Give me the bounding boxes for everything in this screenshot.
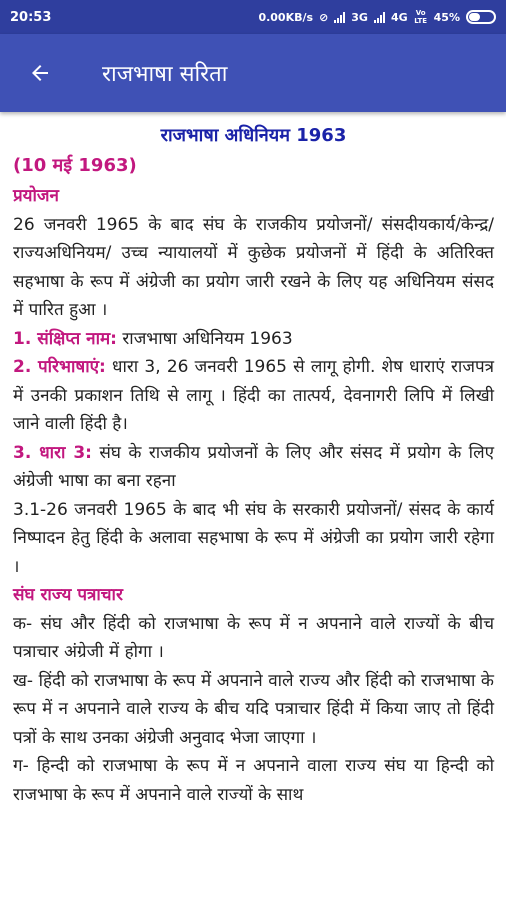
network-type-2: 4G [390, 10, 408, 24]
section-3-text: संघ के राजकीय प्रयोजनों के लिए और संसद में प्रयोग के लिए अंग्रेजी भाषा का बना रहना [13, 442, 494, 491]
section-3 [13, 439, 494, 496]
intro-heading: प्रयोजन [13, 186, 59, 206]
section-2-label: 2. परिभाषाएं: [13, 357, 106, 377]
network-speed: 0.00KB/s [258, 10, 314, 24]
signal-icon [334, 12, 345, 23]
wifi-off-icon: ⊘ [319, 10, 329, 24]
section-3-1: 3.1-26 जनवरी 1965 के बाद भी संघ के सरकारी प्रयोजनों/ संसद के कार्य निष्पादन हेतु हिंदी के अलावा सहभाषा के रूप में अंग्रेजी का प्रयोग जारी रहेगा । [13, 499, 494, 577]
clause-kha: ख- हिंदी को राजभाषा के रूप में अपनाने वाले राज्य और हिंदी को राजभाषा के रूप में न अपनाने वाले राज्य के बीच यदि पत्राचार हिंदी में किया जाए तो हिंदी पत्रों के साथ उनका अंग्रेजी अनुवाद भेजा जाएगा । [13, 670, 494, 748]
document-title: राजभाषा अधिनियम 1963 [160, 125, 347, 146]
intro-paragraph: 26 जनवरी 1965 के बाद संघ के राजकीय प्रयोजनों/ संसदीयकार्य/केन्द्र/राज्यअधिनियम/ उच्च न्यायालयों में कुछेक प्रयोजनों में हिंदी के अतिरिक्त सहभाषा के रूप में अंग्रेजी का प्रयोग जारी रखने के लिए यह अधिनियम संसद में पारित हुआ । [13, 214, 494, 320]
clause-ka: क- संघ और हिंदी को राजभाषा के रूप में न अपनाने वाले राज्यों के बीच पत्राचार अंग्रेजी में होगा । [13, 613, 494, 662]
correspondence-heading: संघ राज्य पत्राचार [13, 585, 123, 605]
section-1-label: 1. संक्षिप्त नाम: [13, 328, 117, 349]
signal-icon-2 [374, 12, 385, 23]
volte-icon: Vo LTE [414, 9, 428, 25]
battery-icon [466, 10, 496, 24]
section-3-label: 3. धारा 3: [13, 442, 92, 463]
status-time: 20:53 [10, 9, 52, 25]
status-icons [258, 9, 496, 25]
section-1 [13, 325, 494, 354]
section-2-text: धारा 3, 26 जनवरी 1965 से लागू होगी. शेष धाराएं राजपत्र में उनकी प्रकाशन तिथि से लागू । हिंदी का तात्पर्य, देवनागरी लिपि में लिखी जाने वाली हिंदी है। [13, 357, 494, 434]
document-date: (10 मई 1963) [13, 155, 137, 176]
back-button[interactable] [12, 45, 68, 101]
clause-ga: ग- हिन्दी को राजभाषा के रूप में न अपनाने वाला राज्य संघ या हिन्दी को राजभाषा के रूप में अपनाने वाले राज्यों के साथ [13, 756, 494, 805]
app-title: राजभाषा सरिता [102, 62, 228, 87]
battery-percent: 45% [433, 10, 460, 24]
network-type-1: 3G [351, 10, 368, 24]
app-bar [0, 34, 506, 112]
article-content[interactable] [0, 112, 506, 900]
arrow-back-icon [28, 61, 52, 85]
status-bar [0, 0, 506, 34]
battery-fill [469, 13, 480, 21]
section-2 [13, 353, 494, 439]
section-1-text: राजभाषा अधिनियम 1963 [116, 328, 293, 349]
